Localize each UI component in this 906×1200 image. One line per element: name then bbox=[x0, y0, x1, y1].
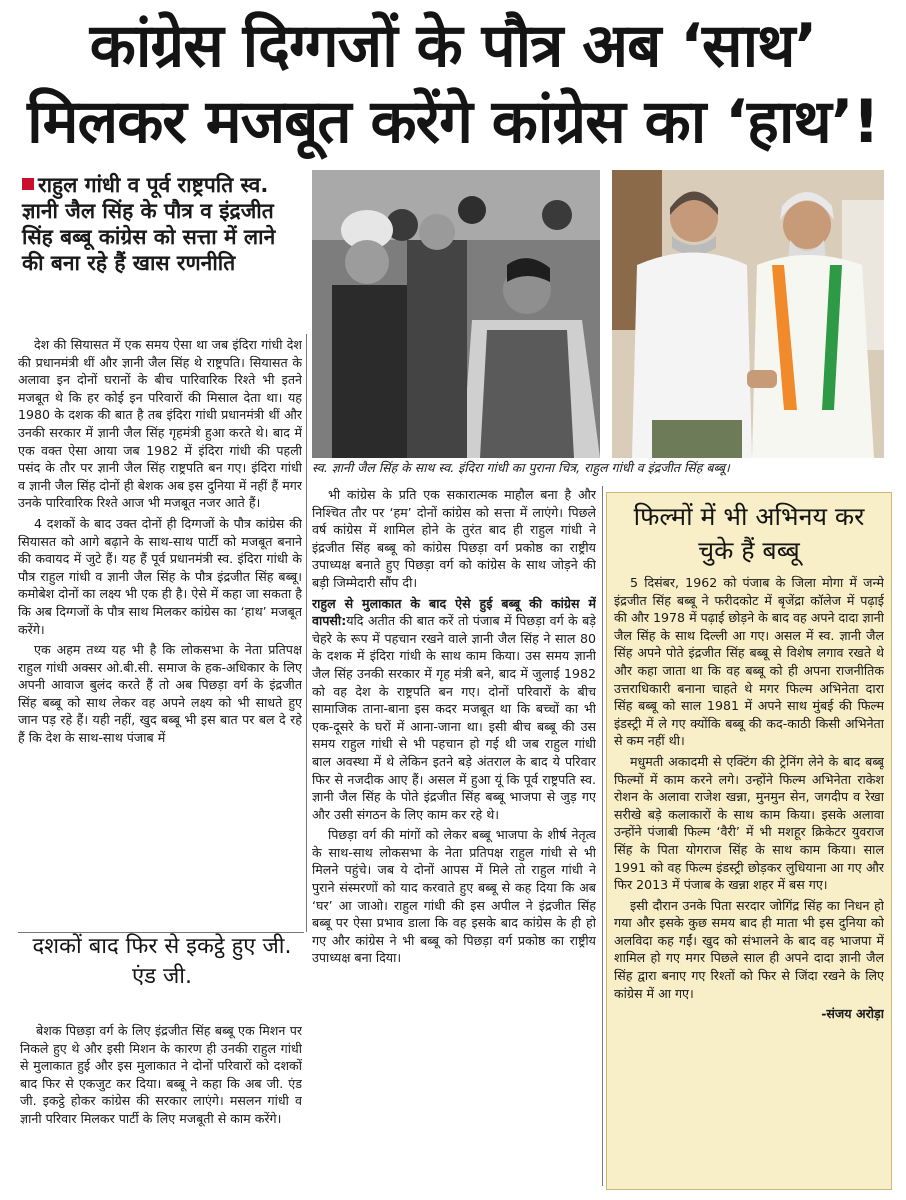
paragraph-text: यदि अतीत की बात करें तो पंजाब में पिछड़ा वर्ग के बड़े चेहरे के रूप में पहचान रखने वाले ज्ञानी जैल सिंह ने साल 80 के दशक में इंदिरा गांधी के साथ काम किया। उस समय ज्ञानी जैल सिंह उनकी सरकार में गृह मंत्री बने, बाद में जुलाई 1982 को वह देश के राष्ट्रपति बन गए। दोनों परिवारों के बीच सामाजिक ताना-बाना इस कदर मजबूत था कि बच्चों का भी एक-दूसरे के घरों में आना-जाना था। इसी बीच बब्बू की उस समय राहुल गांधी से भी पहचान हो गई थी जब राहुल गांधी बाल अवस्था में थे लेकिन इतने बड़े अंतराल के बाद ये परिवार फिर से नजदीक आए हैं। असल में हुआ यूं कि पूर्व राष्ट्रपति स्व. ज्ञानी जैल सिंह के पोते इंद्रजीत सिंह बब्बू भाजपा से जुड़ गए और उसी संगठन के लिए काम कर रहे थे। bbox=[312, 613, 596, 822]
paragraph: पिछड़ा वर्ग की मांगों को लेकर बब्बू भाजपा के शीर्ष नेतृत्व के साथ-साथ लोकसभा के नेता प्रतिपक्ष राहुल गांधी से भी मिलने पहुंचे। जब ये दोनों आपस में मिले तो राहुल गांधी ने पुराने संस्मरणों को याद करवाते हुए बब्बू से कह दिया कि अब ‘घर’ आ जाओ। राहुल गांधी की इस अपील ने इंद्रजीत सिंह बब्बू पर ऐसा प्रभाव डाला कि वह इसके बाद कांग्रेस के ही हो गए और कांग्रेस ने भी बब्बू को पिछड़ा वर्ग प्रकोष्ठ का राष्ट्रीय उपाध्यक्ष बना दिया। bbox=[312, 827, 596, 966]
photo-caption: स्व. ज्ञानी जैल सिंह के साथ स्व. इंदिरा गांधी का पुराना चित्र, राहुल गांधी व इंद्रजीत सिंह बब्बू। bbox=[312, 460, 730, 475]
headline bbox=[10, 8, 896, 160]
paragraph-with-subtitle bbox=[312, 595, 596, 824]
paragraph: 5 दिसंबर, 1962 को पंजाब के जिला मोगा में जन्मे इंद्रजीत सिंह बब्बू ने फरीदकोट में बृजेंद्रा कॉलेज में पढ़ाई की और 1978 में पढ़ाई छोड़ने के बाद वह अपने दादा ज्ञानी जैल सिंह के साथ दिल्ली आ गए। असल में स्व. ज्ञानी जैल सिंह अपने पोते इंद्रजीत सिंह बब्बू से विशेष लगाव रखते थे और कहा जाता था कि वह बब्बू को ही अपना राजनीतिक उत्तराधिकारी बनाना चाहते थे मगर फिल्म अभिनेता दारा सिंह बब्बू को साल 1981 में अपने साथ मुंबई की फिल्म इंडस्ट्री में ले गए क्योंकि बब्बू की कद-काठी किसी अभिनेता से कम नहीं थी। bbox=[614, 575, 884, 749]
paragraph: इसी दौरान उनके पिता सरदार जोगिंद्र सिंह का निधन हो गया और इसके कुछ समय बाद ही माता भी इस दुनिया को अलविदा कह गईं। खुद को संभालने के बाद वह भाजपा में शामिल हो गए मगर पिछले साल ही अपने दादा ज्ञानी जैल सिंह द्वारा बनाए गए रिश्तों को फिर से जिंदा रखने के लिए कांग्रेस में आ गए। bbox=[614, 897, 884, 1001]
article-column-1 bbox=[18, 336, 302, 930]
byline: -संजय अरोड़ा bbox=[821, 1006, 884, 1022]
gj-box-heading: दशकों बाद फिर से इकट्ठे हुए जी. एंड जी. bbox=[32, 934, 292, 989]
headline-line-1: कांग्रेस दिग्गजों के पौत्र अब ‘साथ’ bbox=[89, 11, 817, 81]
paragraph: देश की सियासत में एक समय ऐसा था जब इंदिरा गांधी देश की प्रधानमंत्री थीं और ज्ञानी जैल सिंह थे राष्ट्रपति। सियासत के अलावा इन दोनों घरानों के बीच पारिवारिक रिश्ते भी इतने मजबूत थे कि हर कोई इन परिवारों की मिसाल देता था। यह 1980 के दशक की बात है तब इंदिरा गांधी प्रधानमंत्री थीं और उनकी सरकार में ज्ञानी जैल सिंह गृहमंत्री हुआ करते थे। बाद में एक वक्त ऐसा आया जब 1982 में इंदिरा गांधी की पहली पसंद के तौर पर ज्ञानी जैल सिंह राष्ट्रपति बन गए। इंदिरा गांधी व ज्ञानी जैल सिंह दोनों ही बेशक अब इस दुनिया में नहीं हैं मगर उनके पारिवारिक रिश्ते आज भी मजबूत नजर आते हैं। bbox=[18, 337, 302, 511]
paragraph: बेशक पिछड़ा वर्ग के लिए इंद्रजीत सिंह बब्बू एक मिशन पर निकले हुए थे और इसी मिशन के कारण ही उनकी राहुल गांधी से मुलाकात हुई और इस मुलाकात ने दोनों परिवारों को दशकों बाद फिर से एकजुट कर दिया। बब्बू ने कहा कि अब जी. एंड जी. इकट्ठे होकर कांग्रेस की सरकार लाएंगे। मसलन गांधी व ज्ञानी परिवार मिलकर पार्टी के लिए मजबूती से काम करेंगे। bbox=[20, 1023, 302, 1126]
paragraph: 4 दशकों के बाद उक्त दोनों ही दिग्गजों के पौत्र कांग्रेस की सियासत को आगे बढ़ाने के साथ-साथ पार्टी को मजबूत बनाने की कवायद में जुटे हैं। यह हैं पूर्व प्रधानमंत्री स्व. इंदिरा गांधी के पौत्र राहुल गांधी व ज्ञानी जैल सिंह के पौत्र इंद्रजीत सिंह बब्बू। कमोबेश दोनों का लक्ष्य भी एक ही है। ऐसे में कहा जा सकता है कि अब दिग्गजों के पौत्र साथ मिलकर कांग्रेस का ‘हाथ’ मजबूत करेंगे। bbox=[18, 515, 302, 637]
column-divider-2 bbox=[602, 486, 603, 1186]
red-bullet-icon bbox=[22, 178, 34, 190]
column-divider-1 bbox=[306, 334, 307, 932]
section-subtitle: राहुल से मुलाकात के बाद ऐसे हुई बब्बू की कांग्रेस में वापसी: bbox=[312, 595, 596, 629]
gj-box-body bbox=[20, 1022, 302, 1188]
meeting-photo bbox=[612, 170, 884, 458]
film-box-body bbox=[614, 574, 884, 1186]
archive-photo bbox=[312, 170, 600, 458]
subheadline bbox=[22, 172, 304, 276]
paragraph: भी कांग्रेस के प्रति एक सकारात्मक माहौल बना है और निश्चित तौर पर ‘हम’ दोनों कांग्रेस को सत्ता में लाएंगे। पिछले वर्ष कांग्रेस में शामिल होने के तुरंत बाद ही राहुल गांधी ने इंद्रजीत सिंह बब्बू को कांग्रेस पिछड़ा वर्ग प्रकोष्ठ का राष्ट्रीय उपाध्यक्ष बनाते हुए पिछड़ा वर्ग को कांग्रेस के साथ जोड़ने की बड़ी जिम्मेदारी सौंप दी। bbox=[312, 487, 596, 590]
headline-line-2: मिलकर मजबूत करेंगे कांग्रेस का ‘हाथ’! bbox=[27, 87, 879, 157]
archive-photo-image bbox=[312, 170, 600, 458]
subheadline-text: राहुल गांधी व पूर्व राष्ट्रपति स्व. ज्ञानी जैल सिंह के पौत्र व इंद्रजीत सिंह बब्बू कांग्रेस को सत्ता में लाने की बना रहे हैं खास रणनीति bbox=[22, 173, 276, 275]
meeting-photo-image bbox=[612, 170, 884, 458]
film-box-heading: फिल्मों में भी अभिनय कर चुके हैं बब्बू bbox=[633, 502, 865, 565]
article-column-2 bbox=[312, 486, 596, 1186]
paragraph: मधुमती अकादमी से एक्टिंग की ट्रेनिंग लेने के बाद बब्बू फिल्मों में काम करने लगे। उन्होंने फिल्म अभिनेता राकेश रोशन के अलावा राजेश खन्ना, मुनमुन सेन, जगदीप व रेखा सरीखे बड़े कलाकारों के साथ काम किया। इसके अलावा उन्होंने पंजाबी फिल्म ‘वैरी’ में भी मशहूर क्रिकेटर युवराज सिंह के पिता योगराज सिंह के साथ काम किया। साल 1991 को वह फिल्म इंडस्ट्री छोड़कर लुधियाना आ गए और फिर 2013 में पंजाब के खन्ना शहर में बस गए। bbox=[614, 753, 884, 893]
paragraph: एक अहम तथ्य यह भी है कि लोकसभा के नेता प्रतिपक्ष राहुल गांधी अक्सर ओ.बी.सी. समाज के हक-अधिकार के लिए अपनी आवाज बुलंद करते हैं तो अब पिछड़ा वर्ग के इंद्रजीत सिंह बब्बू को साथ लेकर वह अपने लक्ष्य को भी साधते हुए जान पड़ रहे हैं। यही नहीं, खुद बब्बू भी इस बात पर बल दे रहे हैं कि देश के साथ-साथ पंजाब में bbox=[18, 642, 302, 746]
